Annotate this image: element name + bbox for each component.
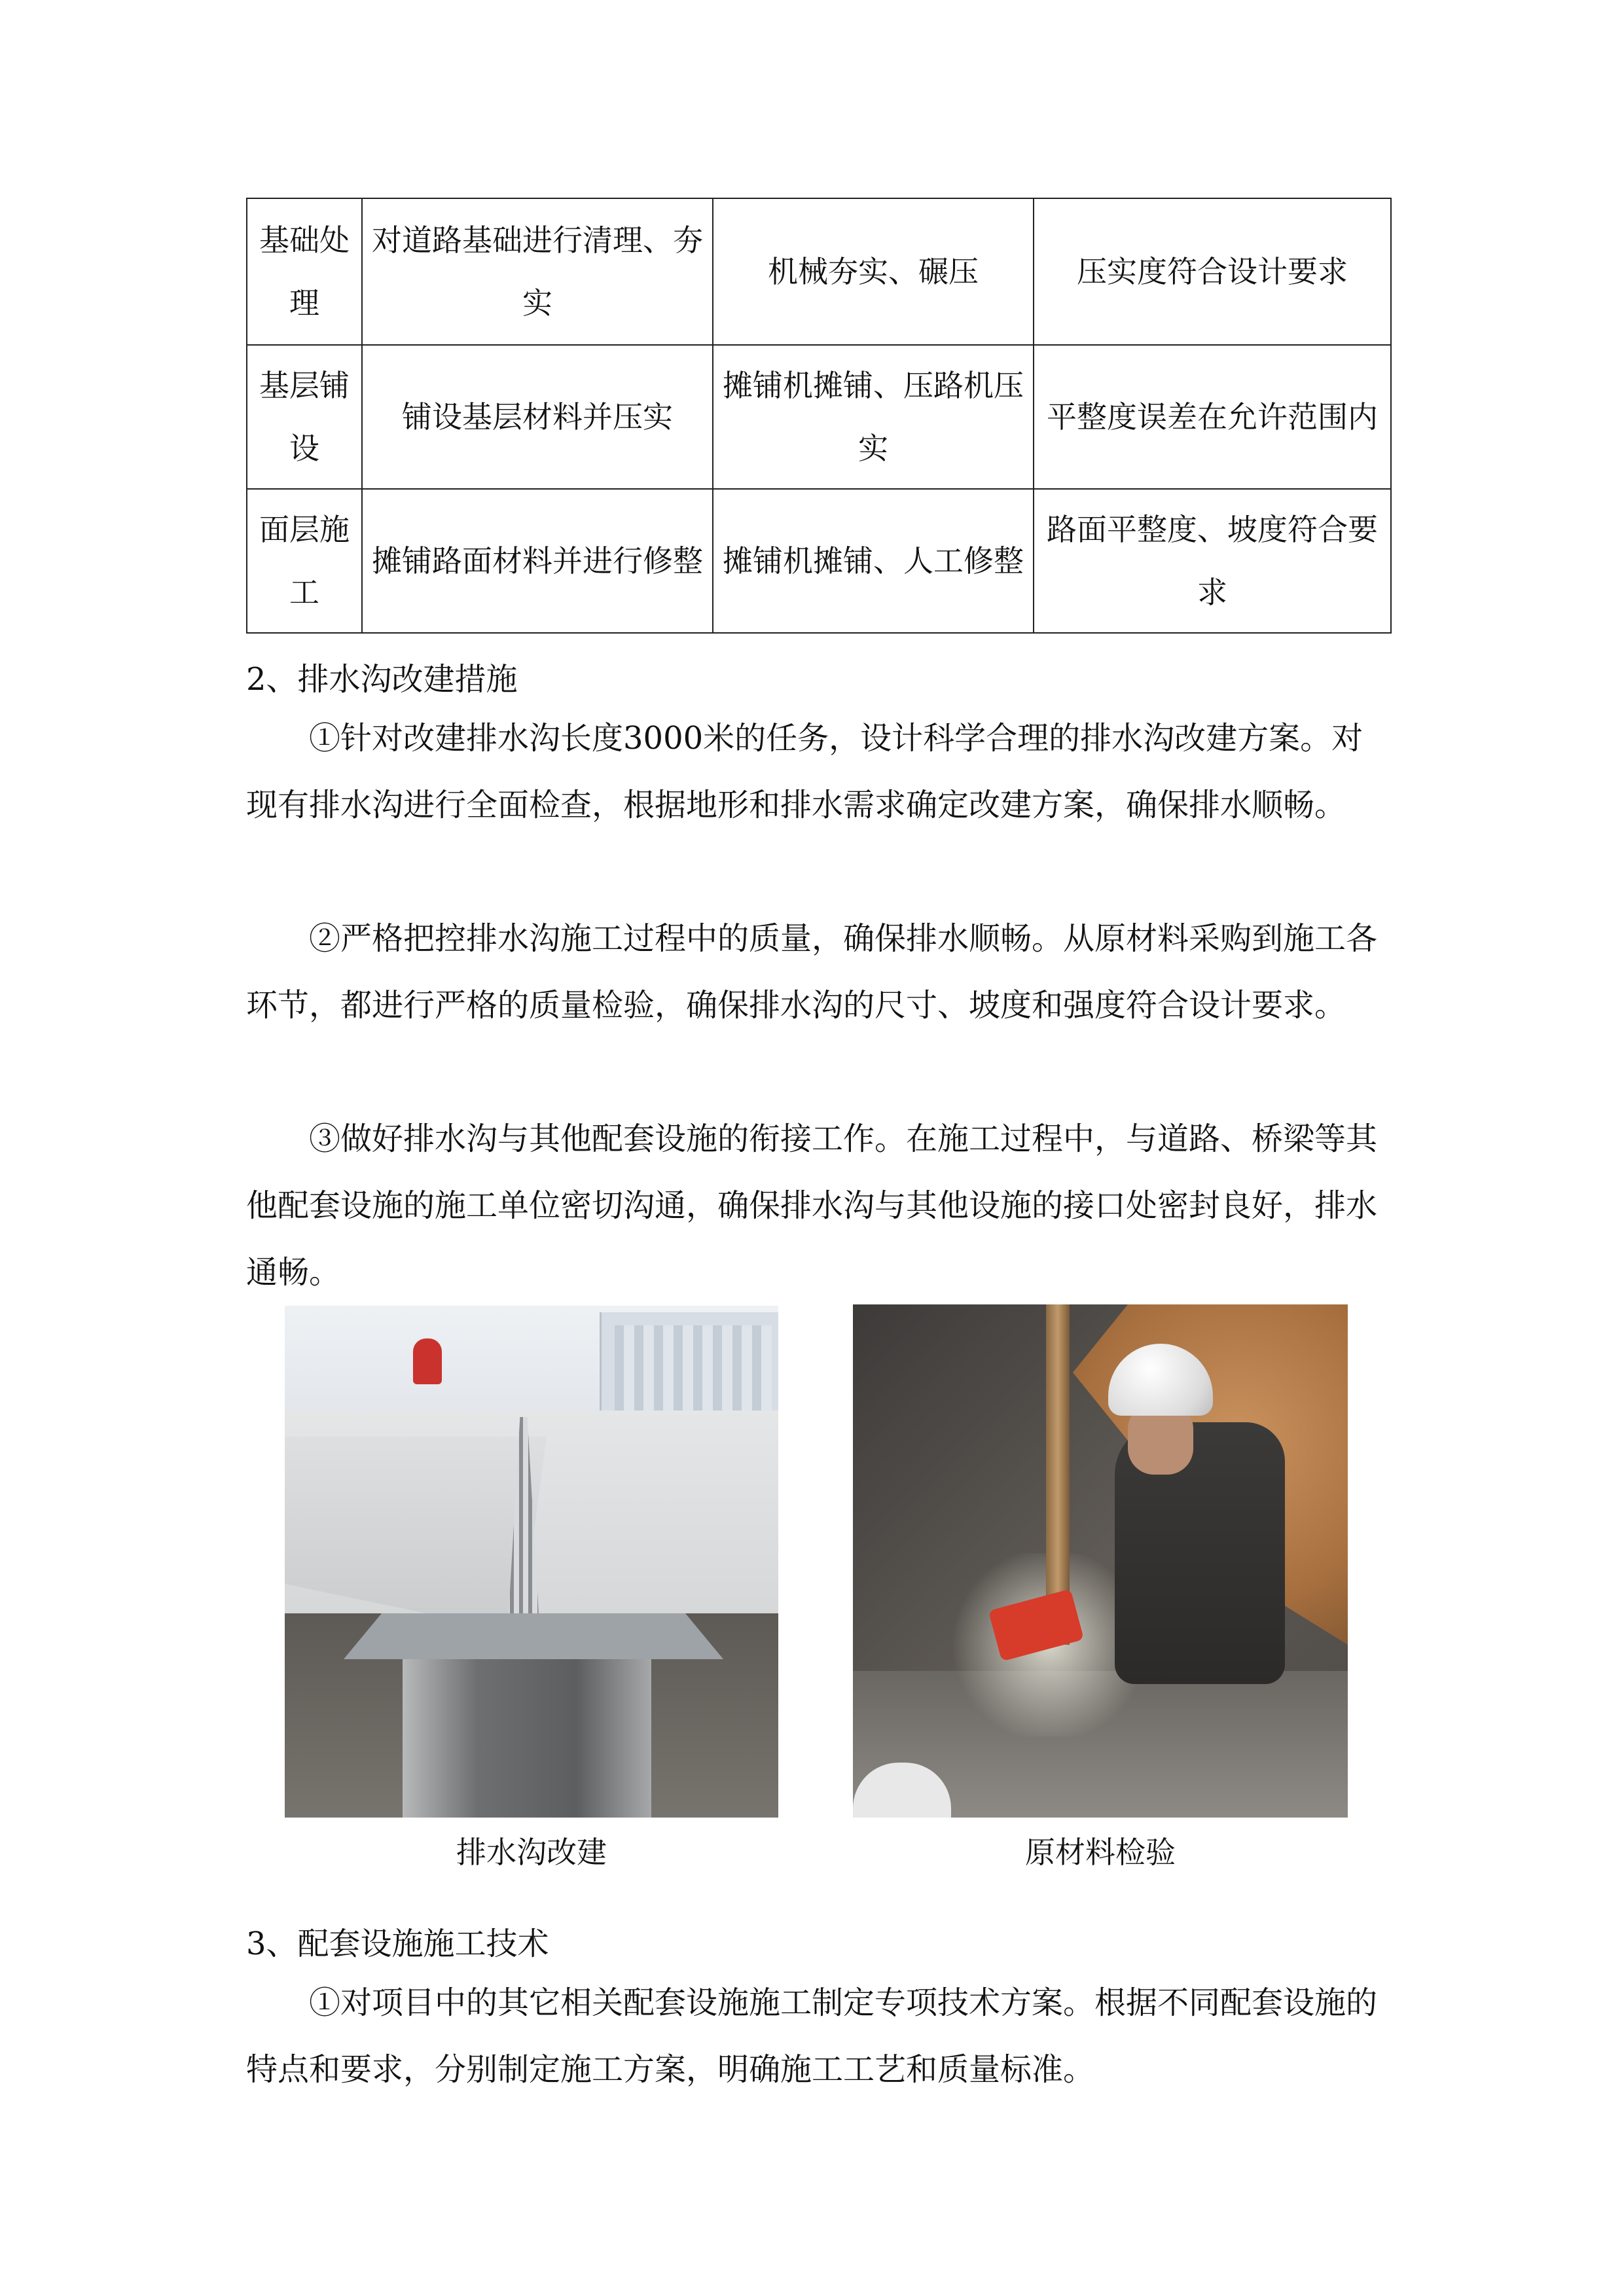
construction-process-table xyxy=(246,198,1392,634)
paragraph: ②严格把控排水沟施工过程中的质量，确保排水顺畅。从原材料采购到施工各环节，都进行严格的质量检验，确保排水沟的尺寸、坡度和强度符合设计要求。 xyxy=(246,920,1378,1024)
table-cell: 对道路基础进行清理、夯实 xyxy=(362,198,713,345)
material-inspection-photo xyxy=(853,1304,1348,1818)
table-cell: 铺设基层材料并压实 xyxy=(362,345,713,489)
table-cell: 摊铺机摊铺、压路机压实 xyxy=(713,345,1034,489)
paragraph: ③做好排水沟与其他配套设施的衔接工作。在施工过程中，与道路、桥梁等其他配套设施的施工单位密切沟通，确保排水沟与其他设施的接口处密封良好，排水通畅。 xyxy=(246,1121,1378,1291)
table-cell: 机械夯实、碾压 xyxy=(713,198,1034,345)
table-cell: 摊铺路面材料并进行修整 xyxy=(362,489,713,633)
table-cell: 压实度符合设计要求 xyxy=(1034,198,1391,345)
section-heading-drainage: 2、排水沟改建措施 xyxy=(246,661,518,698)
section-heading-facilities: 3、配套设施施工技术 xyxy=(246,1926,549,1962)
photo-caption: 排水沟改建 xyxy=(456,1835,607,1870)
paragraph: ①对项目中的其它相关配套设施施工制定专项技术方案。根据不同配套设施的特点和要求，分别制定施工方案，明确施工工艺和质量标准。 xyxy=(246,1984,1378,2088)
photo-caption: 原材料检验 xyxy=(1025,1835,1176,1870)
table-cell: 面层施工 xyxy=(247,489,362,633)
drainage-ditch-photo xyxy=(285,1306,778,1818)
table-cell: 基层铺设 xyxy=(247,345,362,489)
table-cell: 摊铺机摊铺、人工修整 xyxy=(713,489,1034,633)
table-row xyxy=(247,489,1391,633)
table-row xyxy=(247,198,1391,345)
table-cell: 基础处理 xyxy=(247,198,362,345)
table-row xyxy=(247,345,1391,489)
table-cell: 平整度误差在允许范围内 xyxy=(1034,345,1391,489)
table-cell: 路面平整度、坡度符合要求 xyxy=(1034,489,1391,633)
paragraph: ①针对改建排水沟长度3000米的任务，设计科学合理的排水沟改建方案。对现有排水沟进行全面检查，根据地形和排水需求确定改建方案，确保排水顺畅。 xyxy=(246,720,1363,823)
